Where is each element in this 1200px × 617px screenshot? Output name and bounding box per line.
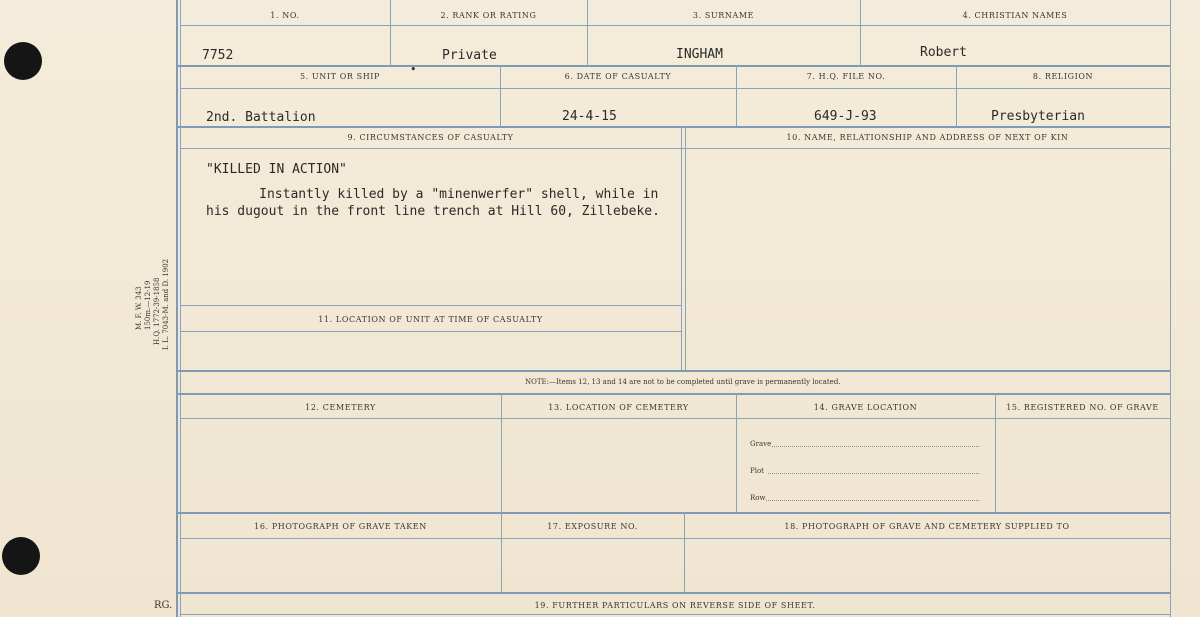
header-surname: 3. SURNAME bbox=[692, 11, 755, 20]
value-rank: Private bbox=[442, 48, 497, 63]
header-hq-file: 7. H.Q. FILE NO. bbox=[806, 72, 886, 81]
value-christian-names: Robert bbox=[920, 45, 967, 60]
label-plot: Plot bbox=[750, 467, 764, 475]
footer-bottom bbox=[180, 614, 1170, 615]
row1-div3 bbox=[860, 0, 861, 65]
side-imprint-1: M. F. W. 343 bbox=[135, 286, 143, 330]
header-rank: 2. RANK OR RATING bbox=[440, 11, 537, 20]
dots-grave bbox=[772, 446, 979, 447]
header-religion: 8. RELIGION bbox=[1032, 72, 1094, 81]
row5-bottom bbox=[176, 592, 1170, 594]
circumstances-title: "KILLED IN ACTION" bbox=[206, 162, 347, 177]
row3-underline bbox=[180, 148, 1170, 149]
dots-plot bbox=[768, 473, 979, 474]
location-top bbox=[180, 305, 681, 306]
punch-hole-bottom bbox=[2, 537, 40, 575]
value-surname: INGHAM bbox=[676, 47, 723, 62]
note-top bbox=[176, 370, 1170, 372]
value-date: 24-4-15 bbox=[562, 109, 617, 124]
header-christian-names: 4. CHRISTIAN NAMES bbox=[962, 11, 1068, 20]
right-border bbox=[1170, 0, 1171, 617]
row1-div1 bbox=[390, 0, 391, 65]
dots-row bbox=[766, 500, 979, 501]
value-hq-file: 649-J-93 bbox=[814, 109, 877, 124]
side-imprint-3: H.Q. 1772-39-1858 bbox=[153, 277, 161, 345]
header-date: 6. DATE OF CASUALTY bbox=[564, 72, 672, 81]
value-religion: Presbyterian bbox=[991, 109, 1085, 124]
label-grave: Grave bbox=[750, 440, 772, 448]
row5-underline bbox=[180, 538, 1170, 539]
header-next-of-kin: 10. NAME, RELATIONSHIP AND ADDRESS OF NEXT OF KIN bbox=[786, 133, 1069, 142]
note-bottom bbox=[176, 393, 1170, 395]
side-imprint-4: I. L. 7043-M. and D. 1902 bbox=[162, 258, 170, 350]
left-border bbox=[176, 0, 178, 617]
stray-mark: • bbox=[410, 63, 417, 76]
row2-bottom bbox=[176, 126, 1170, 128]
value-unit: 2nd. Battalion bbox=[206, 110, 316, 125]
side-imprint-2: 150m.—12-19 bbox=[144, 280, 152, 330]
row4-underline bbox=[180, 418, 1170, 419]
header-grave-location: 14. GRAVE LOCATION bbox=[813, 403, 918, 412]
header-cemetery: 12. CEMETERY bbox=[305, 403, 376, 412]
header-unit: 5. UNIT OR SHIP bbox=[299, 72, 381, 81]
header-further: 19. FURTHER PARTICULARS ON REVERSE SIDE OF SHEET. bbox=[534, 601, 816, 610]
label-row: Row bbox=[750, 494, 766, 502]
row2-underline bbox=[180, 88, 1170, 89]
row1-underline bbox=[180, 25, 1170, 26]
value-no: 7752 bbox=[202, 48, 234, 63]
header-location-unit: 11. LOCATION OF UNIT AT TIME OF CASUALTY bbox=[318, 315, 543, 324]
circumstances-line2: his dugout in the front line trench at Hill 60, Zillebeke. bbox=[206, 204, 660, 219]
footer-mark: RG. bbox=[154, 600, 173, 611]
note-text: NOTE:—Items 12, 13 and 14 are not to be completed until grave is permanently located. bbox=[525, 378, 841, 386]
location-underline bbox=[180, 331, 681, 332]
header-location-cemetery: 13. LOCATION OF CEMETERY bbox=[548, 403, 689, 412]
punch-hole-top bbox=[4, 42, 42, 80]
row1-bottom bbox=[176, 65, 1170, 67]
header-photo-taken: 16. PHOTOGRAPH OF GRAVE TAKEN bbox=[254, 522, 427, 531]
header-photo-supplied: 18. PHOTOGRAPH OF GRAVE AND CEMETERY SUPPLIED TO bbox=[784, 522, 1070, 531]
header-no: 1. NO. bbox=[270, 11, 300, 20]
row1-div2 bbox=[587, 0, 588, 65]
row3-div-a bbox=[681, 126, 682, 370]
row4-bottom bbox=[176, 512, 1170, 514]
circumstances-line1: Instantly killed by a "minenwerfer" shell, while in bbox=[220, 187, 659, 202]
row3-div-b bbox=[685, 126, 686, 370]
header-circumstances: 9. CIRCUMSTANCES OF CASUALTY bbox=[347, 133, 514, 142]
header-exposure: 17. EXPOSURE NO. bbox=[547, 522, 638, 531]
header-registered-no: 15. REGISTERED NO. OF GRAVE bbox=[1006, 403, 1159, 412]
